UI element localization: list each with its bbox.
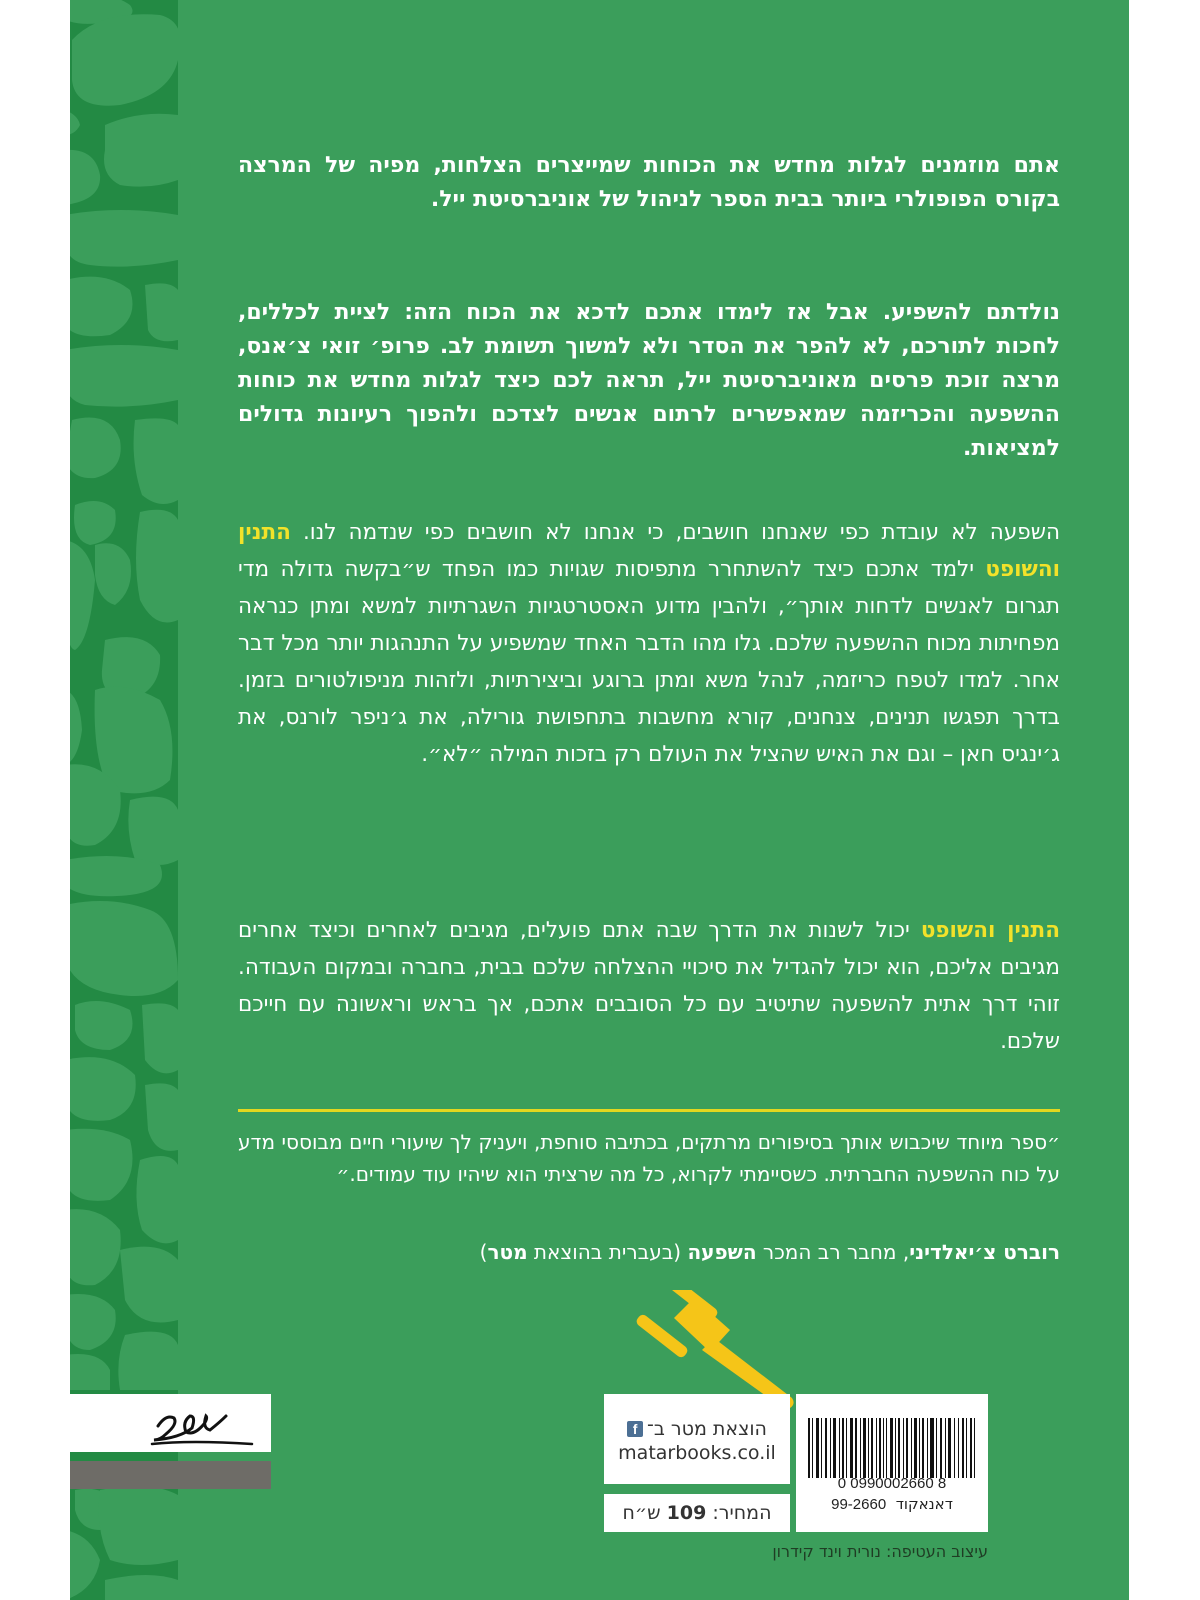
publisher-name: מטר (487, 1240, 528, 1264)
gavel-icon (632, 1290, 812, 1410)
paragraph-text: ילמד אתכם כיצד להשתחרר מתפיסות שגויות כמו הפחד ש״בקשה גדולה מדי תגרום לאנשים לדחות אותך״, ולהבין מדוע האסטרטגיות השגרתיות למשא ומתן כנראה מפחיתות מכוח ההשפעה שלכם. גלו מהו הדבר האחד שמשפיע על התנהגות יותר מכל דבר אחר. למדו לטפח כריזמה, לנהל משא ומתן ברוגע וביצירתיות, ולזהות מניפולטורים בזמן. בדרך תפגשו תנינים, צנחנים, קורא מחשבות בתחפושת גורילה, את ג׳ניפר לורנס, את ג׳ינגיס חאן – וגם את האיש שהציל את העולם רק בזכות המילה ״לא״. (238, 557, 1060, 767)
price-label: המחיר: (706, 1502, 772, 1524)
book-title-highlight: התנין והשופט (238, 520, 1060, 582)
intro-paragraph: אתם מוזמנים לגלות מחדש את הכוחות שמייצרים הצלחות, מפיה של המרצה בקורס הפופולרי ביותר בבית הספר לניהול של אוניברסיטת ייל. (238, 153, 1060, 212)
price-amount: 109 (666, 1502, 707, 1524)
quote-author: רוברט צ׳יאלדיני (909, 1240, 1060, 1264)
barcode-icon (808, 1418, 976, 1478)
publisher-website-link[interactable]: matarbooks.co.il (618, 1442, 776, 1464)
publisher-note: (בעברית בהוצאת (527, 1240, 688, 1264)
facebook-icon[interactable]: f (627, 1421, 643, 1437)
author-description: , מחבר רב המכר (756, 1240, 910, 1264)
danacode (796, 1495, 988, 1513)
quote-attribution (238, 1240, 1060, 1264)
description-paragraph: נולדתם להשפיע. אבל אז לימדו אתכם לדכא את הכוח הזה: לציית לכללים, לחכות לתורכם, לא להפר את הסדר ולא למשוך תשומת לב. פרופ׳ זואי צ׳אנס, מרצה זוכת פרסים מאוניברסיטת ייל, תראה לכם כיצד לגלות מחדש את כוחות ההשפעה והכריזמה שמאפשרים לרתום אנשים לצדכם ולהפוך רעיונות גדולים למציאות. (238, 300, 1060, 461)
spine-stone-pattern (70, 0, 178, 1600)
yellow-divider (238, 1109, 1060, 1112)
body-paragraph-2 (238, 912, 1060, 1060)
danacode-label: דאנאקוד (895, 1495, 953, 1513)
publisher-logo-box (70, 1394, 271, 1452)
publisher-facebook-text: הוצאת מטר ב־ (647, 1418, 767, 1440)
book-title-highlight: התנין והשופט (920, 918, 1060, 943)
book-back-cover (70, 0, 1129, 1600)
price-box (604, 1494, 790, 1532)
barcode-box (796, 1394, 988, 1532)
author-book: השפעה (687, 1240, 757, 1264)
stone-pattern-icon (70, 0, 178, 1600)
matar-logo-icon (70, 1394, 271, 1452)
cover-designer-credit: עיצוב העטיפה: נורית וינד קידרון (772, 1542, 988, 1561)
paragraph-text: השפעה לא עובדת כפי שאנחנו חושבים, כי אנחנו לא חושבים כפי שנדמה לנו. (290, 520, 1060, 545)
endorsement-quote: ״ספר מיוחד שיכבוש אותך בסיפורים מרתקים, בכתיבה סוחפת, ויעניק לך שיעורי חיים מבוססי מדע על כוח ההשפעה החברתית. כשסיימתי לקרוא, כל מה שרציתי הוא שיהיו עוד עמודים.״ (238, 1130, 1060, 1186)
publisher-facebook-line (604, 1418, 790, 1440)
paragraph-text: יכול לשנות את הדרך שבה אתם פועלים, מגיבים לאחרים וכיצד אחרים מגיבים אליכם, הוא יכול להגדיל את סיכויי ההצלחה שלכם בבית, בחברה ובמקום העבודה. זוהי דרך אתית להשפעה שתיטיב עם כל הסובבים אתכם, אך בראש וראשונה עם חייכם שלכם. (238, 918, 1060, 1054)
price-currency: ש״ח (622, 1502, 667, 1524)
danacode-value: 99-2660 (831, 1496, 887, 1513)
barcode-number: 0 0990002660 8 (837, 1475, 947, 1492)
publisher-note-close: ) (479, 1240, 488, 1264)
logo-gray-band (70, 1461, 271, 1489)
publisher-info-box (604, 1394, 790, 1484)
body-paragraph-1 (238, 514, 1060, 773)
